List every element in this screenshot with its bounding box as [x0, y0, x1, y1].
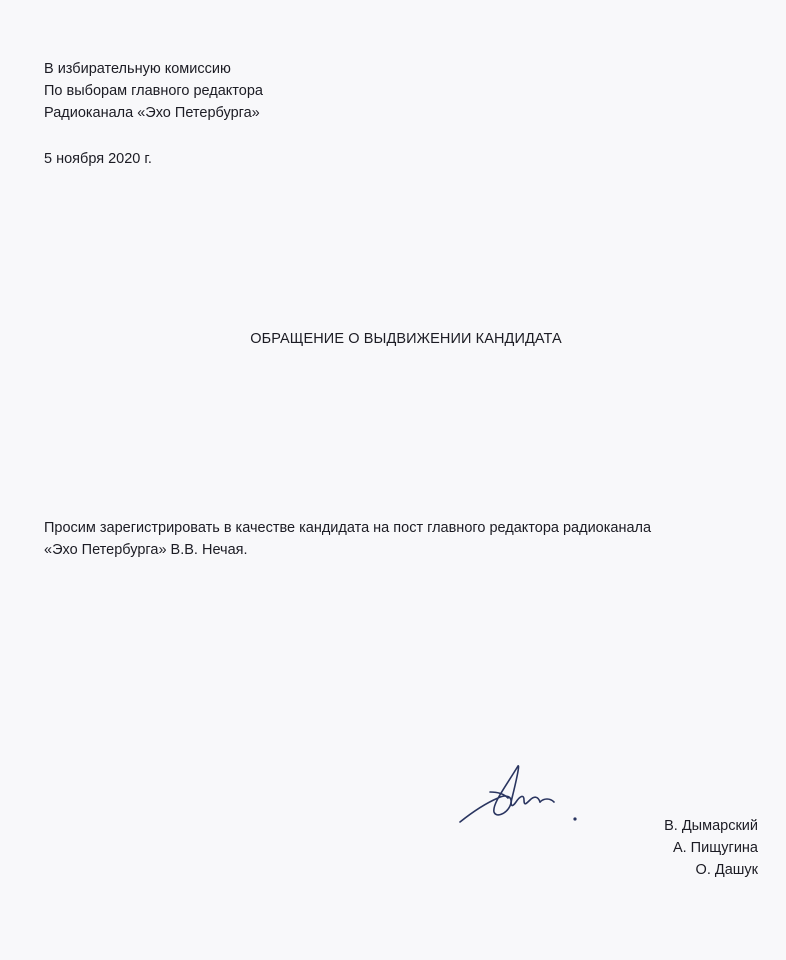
addressee-line-1: В избирательную комиссию [44, 61, 231, 77]
handwritten-signature [454, 756, 590, 834]
document-body [44, 517, 651, 561]
document-title: ОБРАЩЕНИЕ О ВЫДВИЖЕНИИ КАНДИДАТА [250, 331, 562, 347]
signer-name: О. Дашук [695, 862, 758, 878]
addressee-line-2: По выборам главного редактора [44, 83, 263, 99]
addressee-block [44, 58, 263, 124]
addressee-line-3: Радиоканала «Эхо Петербурга» [44, 105, 260, 121]
body-line-2: «Эхо Петербурга» В.В. Нечая. [44, 542, 248, 558]
signers-block [664, 815, 758, 881]
signer-name: В. Дымарский [664, 818, 758, 834]
document-date: 5 ноября 2020 г. [44, 151, 152, 167]
body-line-1: Просим зарегистрировать в качестве кандидата на пост главного редактора радиоканала [44, 520, 652, 536]
signer-name: А. Пищугина [672, 840, 758, 856]
